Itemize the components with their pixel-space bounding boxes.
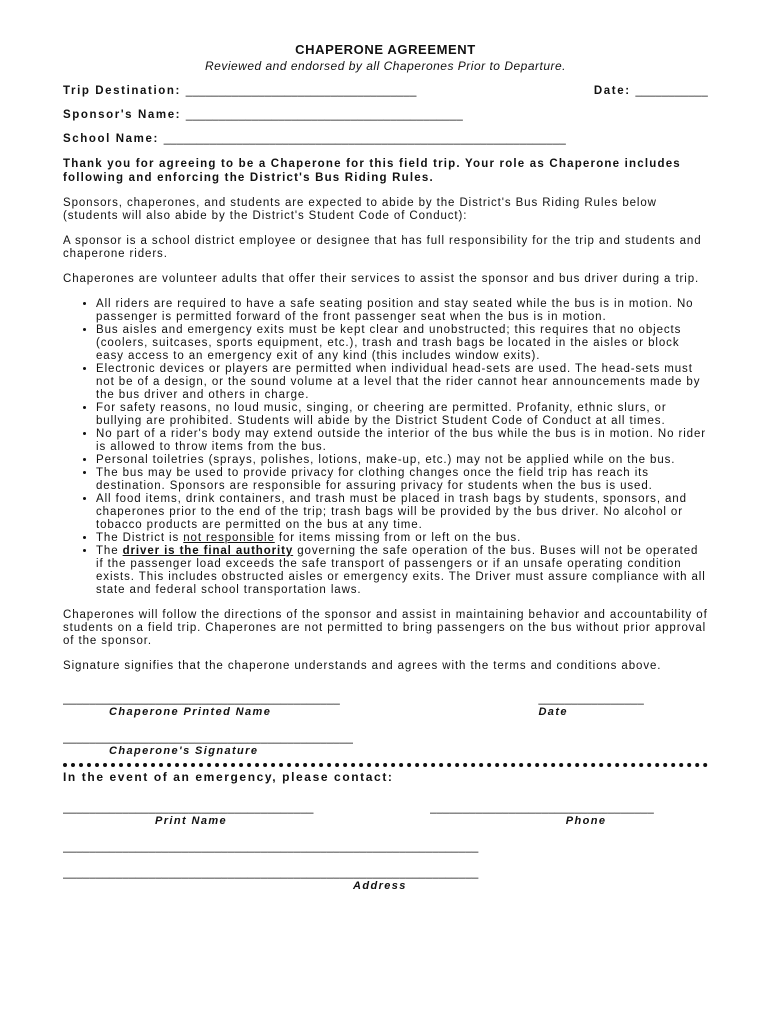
- emergency-contact-heading: In the event of an emergency, please contact:: [63, 770, 394, 784]
- paragraph-sponsor-definition: A sponsor is a school district employee or designee that has full responsibility for the trip and students and chaperone riders.: [63, 235, 702, 260]
- rule-district-underlined: not responsible: [183, 532, 275, 544]
- date-label: Date:: [593, 85, 631, 97]
- chaperone-signature-line: ____________________________________________: [63, 732, 354, 744]
- emergency-name-label: Print Name: [155, 815, 228, 827]
- trip-destination-line: ___________________________________: [185, 85, 417, 97]
- signature-date-label: Date: [538, 706, 568, 718]
- sponsor-name-field[interactable]: [63, 109, 708, 121]
- chaperone-signature-field[interactable]: [63, 732, 353, 757]
- trip-date-row: [63, 85, 708, 97]
- rule-driver-underlined: driver is the final authority: [122, 545, 294, 557]
- emergency-address-line-1[interactable]: _______________________________________________________________: [63, 841, 479, 853]
- rule-toiletries: • Personal toiletries (sprays, polishes, lotions, make-up, etc.) may not be applied while on the bus.: [96, 454, 708, 467]
- page-subtitle: Reviewed and endorsed by all Chaperones Prior to Departure.: [204, 59, 567, 73]
- intro-statement: Thank you for agreeing to be a Chaperone for this field trip. Your role as Chaperone includes following and enforcing the District's Bus Riding Rules.: [63, 158, 681, 184]
- trip-destination-label: Trip Destination:: [63, 85, 181, 97]
- emergency-address-label: Address: [353, 880, 407, 892]
- signature-row: [63, 732, 708, 757]
- rule-aisles-exits: • Bus aisles and emergency exits must be kept clear and unobstructed; this requires that no objects (coolers, suitcases, sports equipment, etc.), trash and trash bags be located in the aisles or block easy access to an emergency exit of any kind (this includes window exits).: [96, 324, 708, 363]
- rule-food-trash: • All food items, drink containers, and trash must be placed in trash bags by students, sponsors, and chaperones prior to the end of the trip; trash bags will be provided by the bus driver. No alcohol or tobacco products are permitted on the bus at any time.: [96, 493, 708, 532]
- printed-name-date-row: [63, 693, 708, 718]
- rule-driver-authority: [96, 545, 708, 597]
- rule-driver-post: governing the safe operation of the bus. Buses will not be operated if the passenger load exceeds the safe transport of passengers or if an unsafe operating condition exists. This includes obstructed aisles or emergency exits. The Driver must assure compliance with all state and federal school transportation laws.: [96, 545, 706, 596]
- sponsor-name-label: Sponsor's Name:: [63, 109, 182, 121]
- rule-electronic-devices: • Electronic devices or players are permitted when individual head-sets are used. The head-sets must not be of a design, or the sound volume at a level that the rider cannot hear announcements made by the bus driver and others in charge.: [96, 363, 708, 402]
- emergency-phone-field[interactable]: [430, 802, 654, 827]
- bus-riding-rules-list: [63, 298, 708, 597]
- rule-body-inside: • No part of a rider's body may extend outside the interior of the bus while the bus is in motion. No rider is allowed to throw items from the bus.: [96, 428, 708, 454]
- date-field[interactable]: [594, 85, 708, 97]
- rule-privacy: • The bus may be used to provide privacy for clothing changes once the field trip has reach its destination. Sponsors are responsible for assuring privacy for students when the bus is used.: [96, 467, 708, 493]
- date-line: ___________: [635, 85, 708, 97]
- sponsor-name-line: __________________________________________: [185, 109, 463, 121]
- paragraph-chaperone-duties: Chaperones will follow the directions of the sponsor and assist in maintaining behavior and accountability of students on a field trip. Chaperones are not permitted to bring passengers on the bus without prior approval of the sponsor.: [63, 609, 708, 647]
- emergency-name-field[interactable]: [63, 802, 314, 827]
- school-name-field[interactable]: [63, 133, 708, 145]
- signature-date-field[interactable]: [538, 693, 644, 718]
- emergency-name-phone-row: [63, 802, 708, 827]
- paragraph-chaperone-definition: Chaperones are volunteer adults that offer their services to assist the sponsor and bus driver during a trip.: [63, 273, 700, 285]
- rule-district-pre: The District is: [96, 532, 184, 544]
- paragraph-rules-intro: Sponsors, chaperones, and students are expected to abide by the District's Bus Riding Rules below (students will also abide by the District's Student Code of Conduct):: [63, 197, 657, 222]
- chaperone-printed-name-label: Chaperone Printed Name: [109, 706, 272, 718]
- rule-district-post: for items missing from or left on the bus.: [274, 532, 522, 544]
- chaperone-printed-name-line: __________________________________________: [63, 693, 341, 705]
- rule-district-responsibility: [96, 532, 708, 545]
- emergency-phone-label: Phone: [565, 815, 607, 827]
- paragraph-signature-terms: Signature signifies that the chaperone understands and agrees with the terms and conditions above.: [63, 660, 662, 672]
- emergency-phone-line: __________________________________: [429, 802, 654, 814]
- chaperone-agreement-form: [63, 42, 708, 892]
- signature-date-line: ________________: [538, 693, 644, 705]
- school-name-line: _____________________________________________________________: [163, 133, 567, 145]
- rule-seating: • All riders are required to have a safe seating position and stay seated while the bus is in motion. No passenger is permitted forward of the front passenger seat when the bus is in motion.: [96, 298, 708, 324]
- chaperone-signature-label: Chaperone's Signature: [109, 745, 259, 757]
- emergency-address-line-2[interactable]: _______________________________________________________________: [63, 867, 479, 879]
- rule-noise-conduct: • For safety reasons, no loud music, singing, or cheering are permitted. Profanity, ethnic slurs, or bullying are prohibited. Students will abide by the District Student Code of Conduct at all times.: [96, 402, 708, 428]
- dotted-divider: [63, 763, 708, 767]
- chaperone-printed-name-field[interactable]: [63, 693, 340, 718]
- trip-destination-field[interactable]: [63, 85, 417, 97]
- emergency-name-line: ______________________________________: [63, 802, 314, 814]
- page-title: CHAPERONE AGREEMENT: [295, 42, 476, 57]
- school-name-label: School Name:: [63, 133, 159, 145]
- rule-driver-pre: The: [96, 545, 123, 557]
